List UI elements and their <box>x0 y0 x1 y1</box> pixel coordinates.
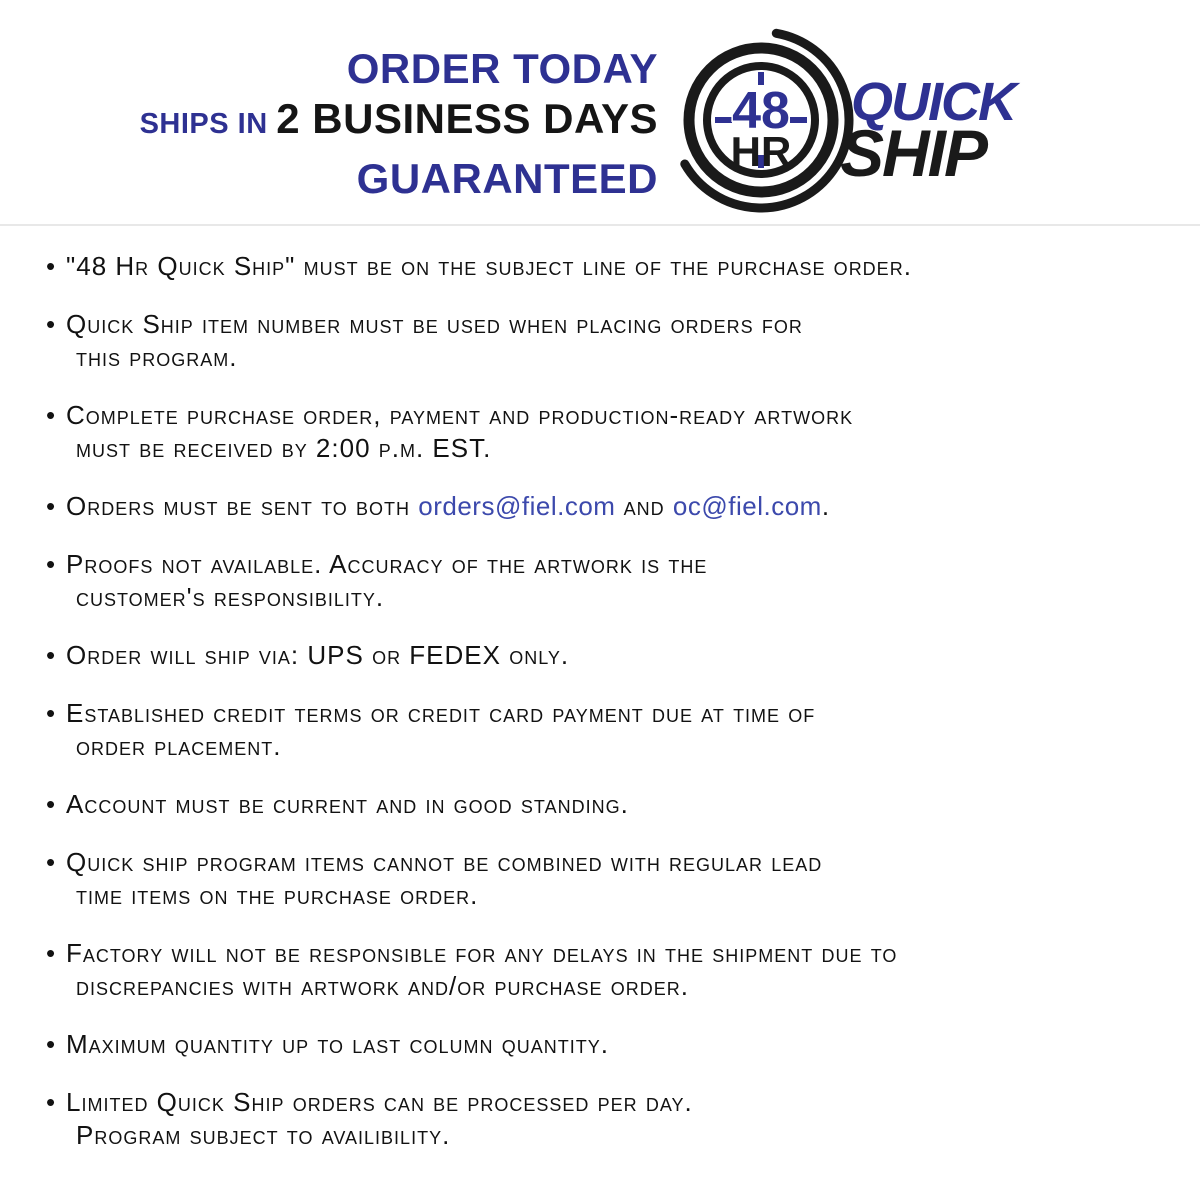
banner-order-today: ORDER TODAY <box>346 45 658 92</box>
term-text: this program. <box>76 342 238 372</box>
bullet-marker: • <box>46 491 57 521</box>
term-text: Established credit terms or credit card payment due at time of <box>66 698 816 728</box>
logo-word-quick: QUICK <box>851 72 1015 132</box>
banner-guaranteed: GUARANTEED <box>356 155 658 202</box>
term-text: Maximum quantity up to last column quantity. <box>66 1029 609 1059</box>
term-text: discrepancies with artwork and/or purchase order. <box>76 971 689 1001</box>
term-lines <box>66 697 1142 763</box>
bullet-marker: • <box>46 698 57 728</box>
term-lines <box>66 399 1142 465</box>
term-text: and <box>615 491 673 521</box>
term-lines <box>66 1086 1142 1152</box>
term-text: order placement. <box>76 731 282 761</box>
term-line <box>66 970 1142 1003</box>
term-lines <box>66 490 1142 523</box>
bullet-marker: • <box>46 938 57 968</box>
clock-48hr-icon <box>664 20 1044 215</box>
term-text: time items on the purchase order. <box>76 880 479 910</box>
term-line <box>66 548 1142 581</box>
header-divider <box>0 224 1200 226</box>
term-item <box>46 639 1142 672</box>
term-text: Proofs not available. Accuracy of the artwork is the <box>66 549 708 579</box>
term-text: Quick ship program items cannot be combined with regular lead <box>66 847 823 877</box>
term-text: Factory will not be responsible for any delays in the shipment due to <box>66 938 898 968</box>
term-item <box>46 788 1142 821</box>
term-text: Quick Ship item number must be used when placing orders for <box>66 309 803 339</box>
term-line <box>66 788 1142 821</box>
term-line <box>66 846 1142 879</box>
bullet-marker: • <box>46 251 57 281</box>
term-text: Complete purchase order, payment and production-ready artwork <box>66 400 854 430</box>
term-item <box>46 250 1142 283</box>
bullet-marker: • <box>46 549 57 579</box>
bullet-marker: • <box>46 789 57 819</box>
bullet-marker: • <box>46 847 57 877</box>
bullet-marker: • <box>46 400 57 430</box>
term-line <box>66 639 1142 672</box>
term-lines <box>66 639 1142 672</box>
term-line <box>66 399 1142 432</box>
terms-list <box>46 250 1142 1177</box>
term-line <box>66 341 1142 374</box>
term-item <box>46 308 1142 374</box>
term-line <box>66 937 1142 970</box>
term-lines <box>66 1028 1142 1061</box>
term-item <box>46 399 1142 465</box>
term-line <box>66 308 1142 341</box>
banner <box>0 44 658 204</box>
term-line <box>66 581 1142 614</box>
logo-word-ship: SHIP <box>840 116 987 190</box>
term-item <box>46 490 1142 523</box>
badge-hr: HR <box>730 128 792 175</box>
term-line <box>66 1028 1142 1061</box>
term-item <box>46 1028 1142 1061</box>
term-text: Orders must be sent to both <box>66 491 419 521</box>
banner-ships-in: SHIPS IN <box>139 108 277 140</box>
term-lines <box>66 937 1142 1003</box>
term-lines <box>66 250 1142 283</box>
term-lines <box>66 788 1142 821</box>
term-item <box>46 846 1142 912</box>
term-text: Limited Quick Ship orders can be processed per day. <box>66 1087 693 1117</box>
term-line <box>66 1119 1142 1152</box>
badge-48: 48 <box>732 82 790 140</box>
term-text: customer's responsibility. <box>76 582 385 612</box>
term-line <box>66 879 1142 912</box>
term-item <box>46 937 1142 1003</box>
term-line <box>66 697 1142 730</box>
term-text: Account must be current and in good standing. <box>66 789 629 819</box>
quick-ship-logo <box>664 20 1044 220</box>
term-line <box>66 1086 1142 1119</box>
term-line <box>66 730 1142 763</box>
term-item <box>46 1086 1142 1152</box>
email-link[interactable]: oc@fiel.com <box>672 491 822 521</box>
term-text: Order will ship via: UPS or FEDEX only. <box>66 640 570 670</box>
bullet-marker: • <box>46 1087 57 1117</box>
term-lines <box>66 308 1142 374</box>
term-lines <box>66 846 1142 912</box>
term-line <box>66 250 1142 283</box>
term-text: . <box>821 491 831 521</box>
term-text: must be received by 2:00 p.m. EST. <box>76 433 492 463</box>
banner-business-days: 2 BUSINESS DAYS <box>276 95 658 142</box>
term-item <box>46 548 1142 614</box>
bullet-marker: • <box>46 1029 57 1059</box>
term-line <box>66 490 1142 523</box>
email-link[interactable]: orders@fiel.com <box>418 491 616 521</box>
bullet-marker: • <box>46 309 57 339</box>
bullet-marker: • <box>46 640 57 670</box>
term-item <box>46 697 1142 763</box>
term-line <box>66 432 1142 465</box>
term-text: "48 Hr Quick Ship" must be on the subject line of the purchase order. <box>66 251 912 281</box>
term-text: Program subject to availibility. <box>76 1120 451 1150</box>
banner-ships-line <box>0 94 658 154</box>
term-lines <box>66 548 1142 614</box>
